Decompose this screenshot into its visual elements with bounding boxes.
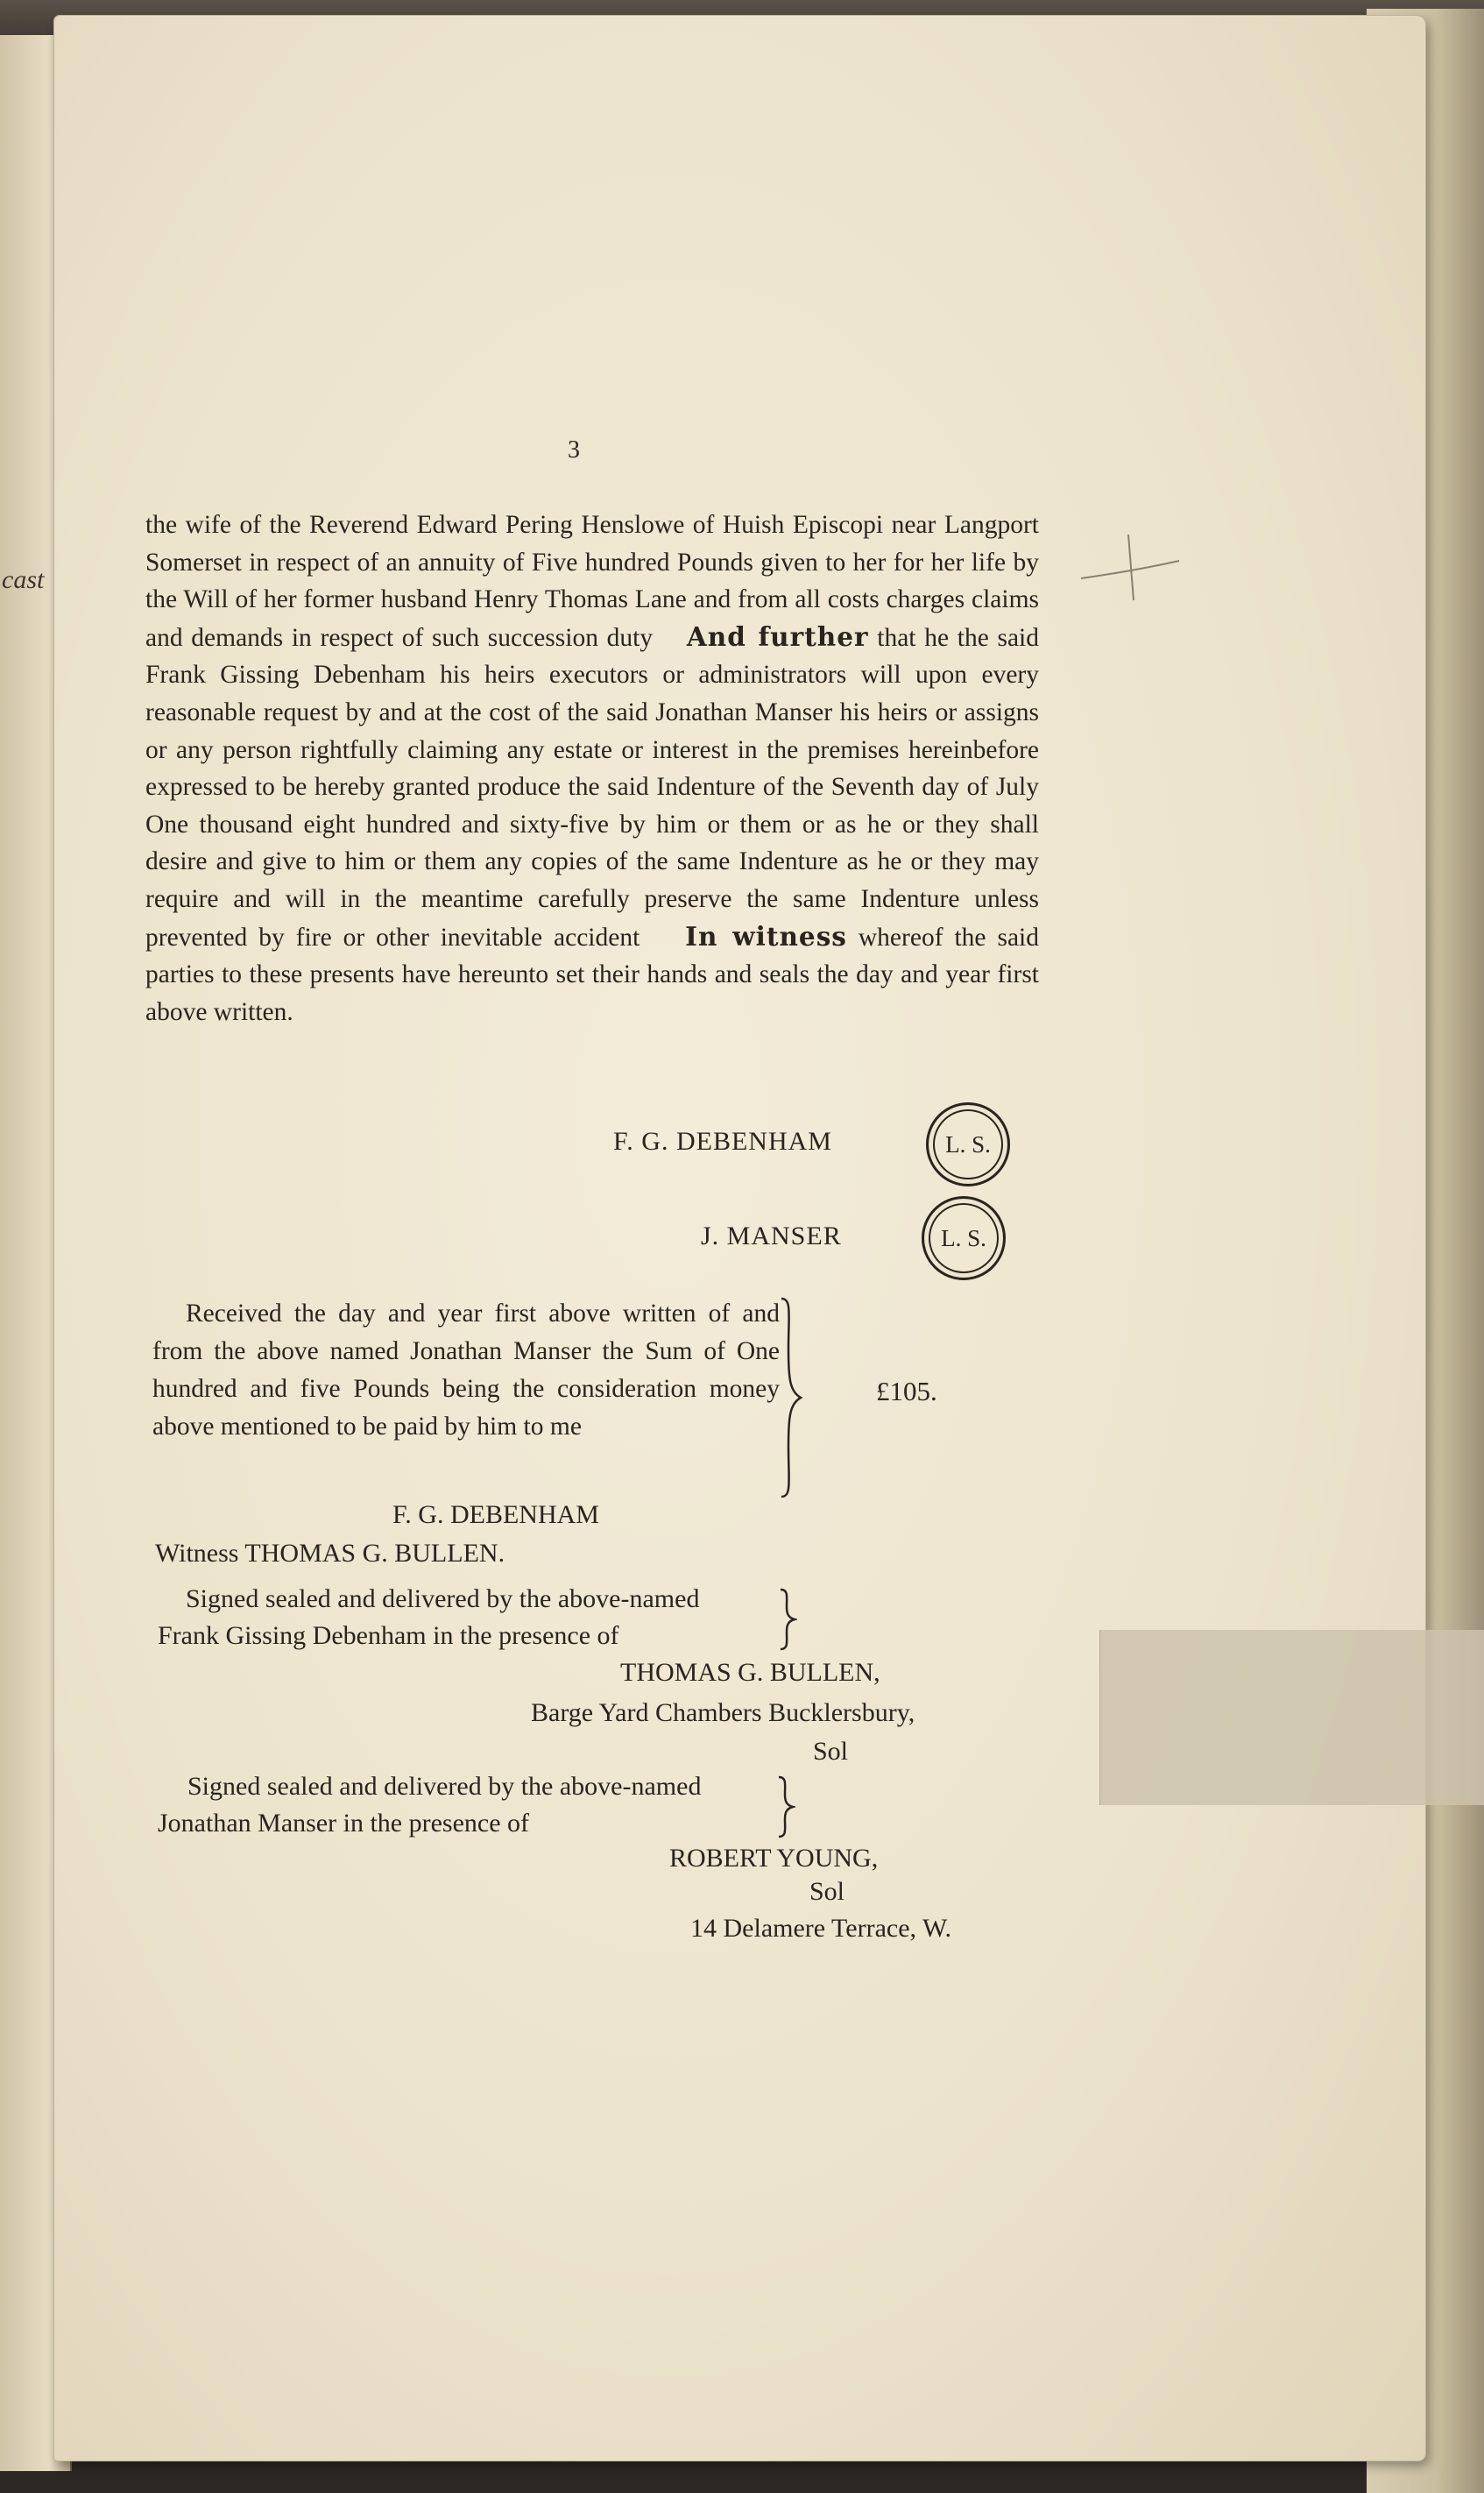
- attestation-1-line-2: Frank Gissing Debenham in the presence of: [158, 1621, 619, 1650]
- body-text-part-2: that he the said Frank Gissing Debenham his heirs executors or administrators will upon every reasonable request by and at the cost of the said Jonathan Manser his heirs or assigns or any person rightfully claiming any estate or interest in the premises hereinbefore expressed to be hereby granted produce the said Indenture of the Seventh day of July One thousand eight hundred and sixty-five by him or them or as he or they shall desire and give to him or them any copies of the same Indenture as he or they may require and will in the meantime carefully preserve the same Indenture unless prevented by fire or other inevitable accident: [145, 623, 1040, 952]
- attestation-1-witness-title: Sol: [813, 1737, 849, 1766]
- receipt-text: Received the day and year first above written of and from the above named Jonathan Manser the Sum of One hundred and five Pounds being the consideration money above mentioned to be paid by him to me: [152, 1300, 780, 1441]
- body-text-part-1: the wife of the Reverend Edward Pering Henslowe of Huish Episcopi near Langport Somerset in respect of an annuity of Five hundred Pounds given to her for her life by the Will of her former husband Henry Thomas Lane and from all costs charges claims and demands in respect of such succession duty: [145, 511, 1039, 652]
- seal-debenham: L. S.: [926, 1102, 1010, 1186]
- attestation-2-brace: [776, 1775, 795, 1838]
- attestation-1-line-1: Signed sealed and delivered by the above-named: [186, 1584, 700, 1613]
- in-witness-heading: In witness: [685, 920, 847, 952]
- page-number: 3: [568, 436, 580, 464]
- and-further-heading: And further: [686, 620, 869, 652]
- receipt-amount: £105.: [876, 1376, 937, 1406]
- receipt-brace: [778, 1297, 804, 1498]
- signature-manser: J. MANSER: [701, 1222, 842, 1250]
- attestation-2-witness-address: 14 Delamere Terrace, W.: [690, 1914, 952, 1943]
- attestation-1-witness-address: Barge Yard Chambers Bucklersbury,: [531, 1698, 915, 1727]
- body-text-part-3: whereof the said parties to these presents have hereunto set their hands and seals the day and year first above written.: [145, 923, 1039, 1026]
- receipt-signature: F. G. DEBENHAM: [392, 1500, 599, 1529]
- attestation-1-brace: [778, 1588, 797, 1651]
- attestation-2-witness-title: Sol: [809, 1877, 845, 1906]
- facing-page-text-fragment: cast: [2, 565, 45, 594]
- receipt-witness: Witness THOMAS G. BULLEN.: [155, 1539, 505, 1568]
- attestation-2-line-1: Signed sealed and delivered by the above-named: [187, 1772, 702, 1801]
- signature-debenham: F. G. DEBENHAM: [613, 1127, 832, 1156]
- attestation-2-line-2: Jonathan Manser in the presence of: [158, 1809, 530, 1838]
- indenture-body-text: [145, 506, 1039, 1030]
- attestation-2-witness-name: ROBERT YOUNG,: [669, 1844, 879, 1873]
- attestation-1-witness-name: THOMAS G. BULLEN,: [620, 1658, 880, 1687]
- seal-manser: L. S.: [922, 1196, 1006, 1280]
